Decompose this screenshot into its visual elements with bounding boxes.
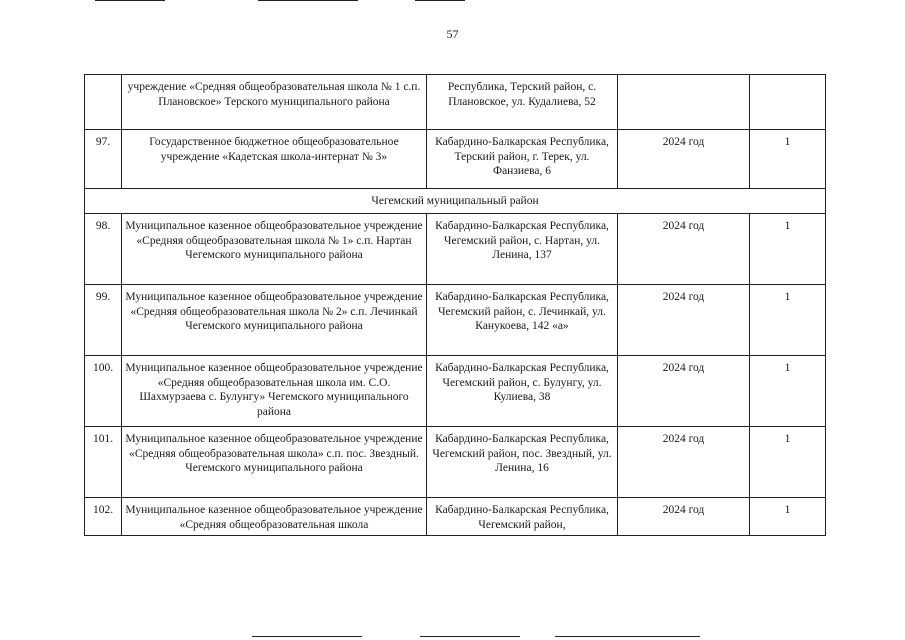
- cell-year: 2024 год: [618, 214, 750, 285]
- cell-year: 2024 год: [618, 130, 750, 189]
- section-title: Чегемский муниципальный район: [85, 189, 826, 214]
- cell-count: 1: [750, 427, 826, 498]
- cell-number: 102.: [85, 498, 122, 536]
- cell-year: 2024 год: [618, 498, 750, 536]
- cell-institution: Муниципальное казенное общеобразовательное учреждение «Средняя общеобразовательная школа: [122, 498, 427, 536]
- top-margin-rule-left: [95, 0, 165, 1]
- cell-institution: Государственное бюджетное общеобразовательное учреждение «Кадетская школа-интернат № 3»: [122, 130, 427, 189]
- cell-institution: Муниципальное казенное общеобразовательное учреждение «Средняя общеобразовательная школа» с.п. пос. Звездный. Чегемского муниципального района: [122, 427, 427, 498]
- cell-institution: учреждение «Средняя общеобразовательная школа № 1 с.п. Плановское» Терского муниципального района: [122, 75, 427, 130]
- cell-number: [85, 75, 122, 130]
- cell-count: [750, 75, 826, 130]
- cell-number: 101.: [85, 427, 122, 498]
- cell-address: Республика, Терский район, с. Плановское, ул. Кудалиева, 52: [427, 75, 618, 130]
- cell-address: Кабардино-Балкарская Республика, Терский район, г. Терек, ул. Фанзиева, 6: [427, 130, 618, 189]
- page-number: 57: [446, 27, 459, 41]
- table-row: [85, 498, 826, 536]
- cell-institution: Муниципальное казенное общеобразовательное учреждение «Средняя общеобразовательная школа им. С.О. Шахмурзаева с. Булунгу» Чегемского муниципального района: [122, 356, 427, 427]
- cell-number: 99.: [85, 285, 122, 356]
- cell-address: Кабардино-Балкарская Республика, Чегемский район, с. Нартан, ул. Ленина, 137: [427, 214, 618, 285]
- cell-address: Кабардино-Балкарская Республика, Чегемский район, пос. Звездный, ул. Ленина, 16: [427, 427, 618, 498]
- cell-institution: Муниципальное казенное общеобразовательное учреждение «Средняя общеобразовательная школа № 2» с.п. Лечинкай Чегемского муниципального района: [122, 285, 427, 356]
- cell-institution: Муниципальное казенное общеобразовательное учреждение «Средняя общеобразовательная школа № 1» с.п. Нартан Чегемского муниципального района: [122, 214, 427, 285]
- institutions-table: [84, 74, 826, 536]
- cell-count: 1: [750, 356, 826, 427]
- cell-number: 97.: [85, 130, 122, 189]
- cell-year: [618, 75, 750, 130]
- cell-year: 2024 год: [618, 356, 750, 427]
- cell-address: Кабардино-Балкарская Республика, Чегемский район, с. Булунгу, ул. Кулиева, 38: [427, 356, 618, 427]
- cell-number: 98.: [85, 214, 122, 285]
- table-row: [85, 285, 826, 356]
- cell-count: 1: [750, 214, 826, 285]
- cell-year: 2024 год: [618, 285, 750, 356]
- table-row-continued: [85, 75, 826, 130]
- cell-count: 1: [750, 285, 826, 356]
- cell-count: 1: [750, 498, 826, 536]
- table-row: [85, 130, 826, 189]
- section-header-row: [85, 189, 826, 214]
- cell-year: 2024 год: [618, 427, 750, 498]
- table-row: [85, 356, 826, 427]
- bottom-margin-rule-center: [420, 636, 520, 637]
- bottom-margin-rule-right: [555, 636, 700, 637]
- cell-number: 100.: [85, 356, 122, 427]
- table-row: [85, 214, 826, 285]
- table-row: [85, 427, 826, 498]
- top-margin-rule-right: [415, 0, 465, 1]
- top-margin-rule-center: [258, 0, 358, 1]
- cell-count: 1: [750, 130, 826, 189]
- bottom-margin-rule-left: [252, 636, 362, 637]
- cell-address: Кабардино-Балкарская Республика, Чегемский район,: [427, 498, 618, 536]
- cell-address: Кабардино-Балкарская Республика, Чегемский район, с. Лечинкай, ул. Канукоева, 142 «а»: [427, 285, 618, 356]
